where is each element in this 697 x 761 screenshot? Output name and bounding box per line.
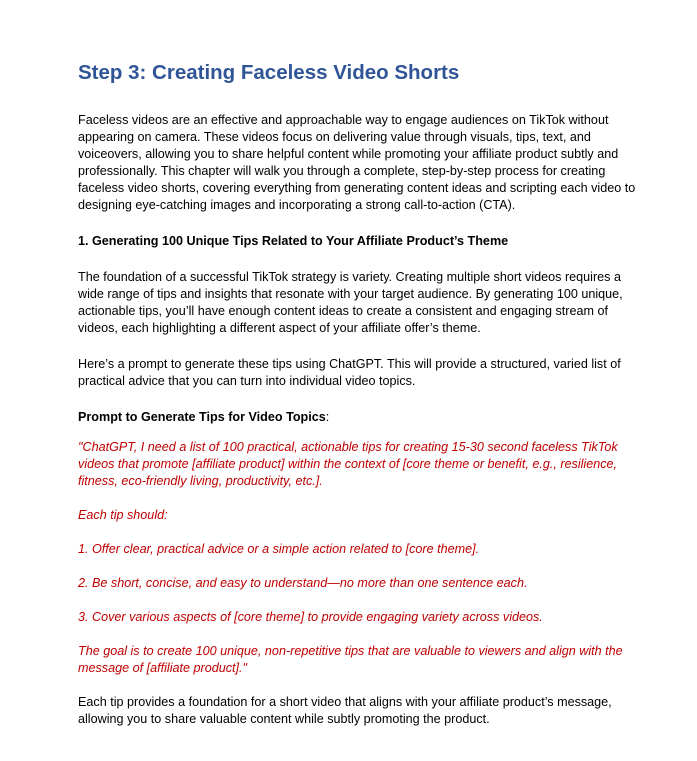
section-heading: 1. Generating 100 Unique Tips Related to Your Affiliate Product’s Theme — [78, 234, 509, 248]
prompt-line: "ChatGPT, I need a list of 100 practical, actionable tips for creating 15-30 second faceless TikTok videos that promote [affiliate product] within the context of [core theme or benefit, e.g., resilience, fitness, eco-friendly living, productivity, etc.]. — [78, 440, 618, 488]
page-title: Step 3: Creating Faceless Video Shorts — [78, 61, 460, 84]
document-page — [78, 58, 638, 728]
closing-paragraph: Each tip provides a foundation for a short video that aligns with your affiliate product’s message, allowing you to share valuable content while subtly promoting the product. — [78, 695, 612, 726]
intro-paragraph: Faceless videos are an effective and approachable way to engage audiences on TikTok without appearing on camera. These videos focus on delivering value through visuals, tips, text, and voiceovers, allowing you to share helpful content while promoting your affiliate product subtly and professionally. This chapter will walk you through a complete, step-by-step process for creating faceless video shorts, covering everything from generating content ideas and scripting each video to designing eye-catching images and incorporating a strong call-to-action (CTA). — [78, 113, 636, 212]
body-paragraph-prompt-intro: Here’s a prompt to generate these tips using ChatGPT. This will provide a structured, varied list of practical advice that you can turn into individual video topics. — [78, 357, 621, 388]
prompt-line: 1. Offer clear, practical advice or a simple action related to [core theme]. — [78, 542, 480, 556]
prompt-line: The goal is to create 100 unique, non-repetitive tips that are valuable to viewers and align with the message of [affiliate product]." — [78, 644, 623, 675]
prompt-line: 2. Be short, concise, and easy to understand—no more than one sentence each. — [78, 576, 528, 590]
prompt-line: Each tip should: — [78, 508, 168, 522]
prompt-heading — [78, 409, 638, 426]
prompt-heading-colon: : — [325, 410, 330, 424]
prompt-heading-label: Prompt to Generate Tips for Video Topics — [78, 410, 326, 424]
body-paragraph-variety: The foundation of a successful TikTok strategy is variety. Creating multiple short videos requires a wide range of tips and insights that resonate with your target audience. By generating 100 unique, actionable tips, you’ll have enough content ideas to create a consistent and engaging stream of videos, each highlighting a different aspect of your affiliate offer’s theme. — [78, 270, 623, 335]
prompt-line: 3. Cover various aspects of [core theme] to provide engaging variety across videos. — [78, 610, 543, 624]
